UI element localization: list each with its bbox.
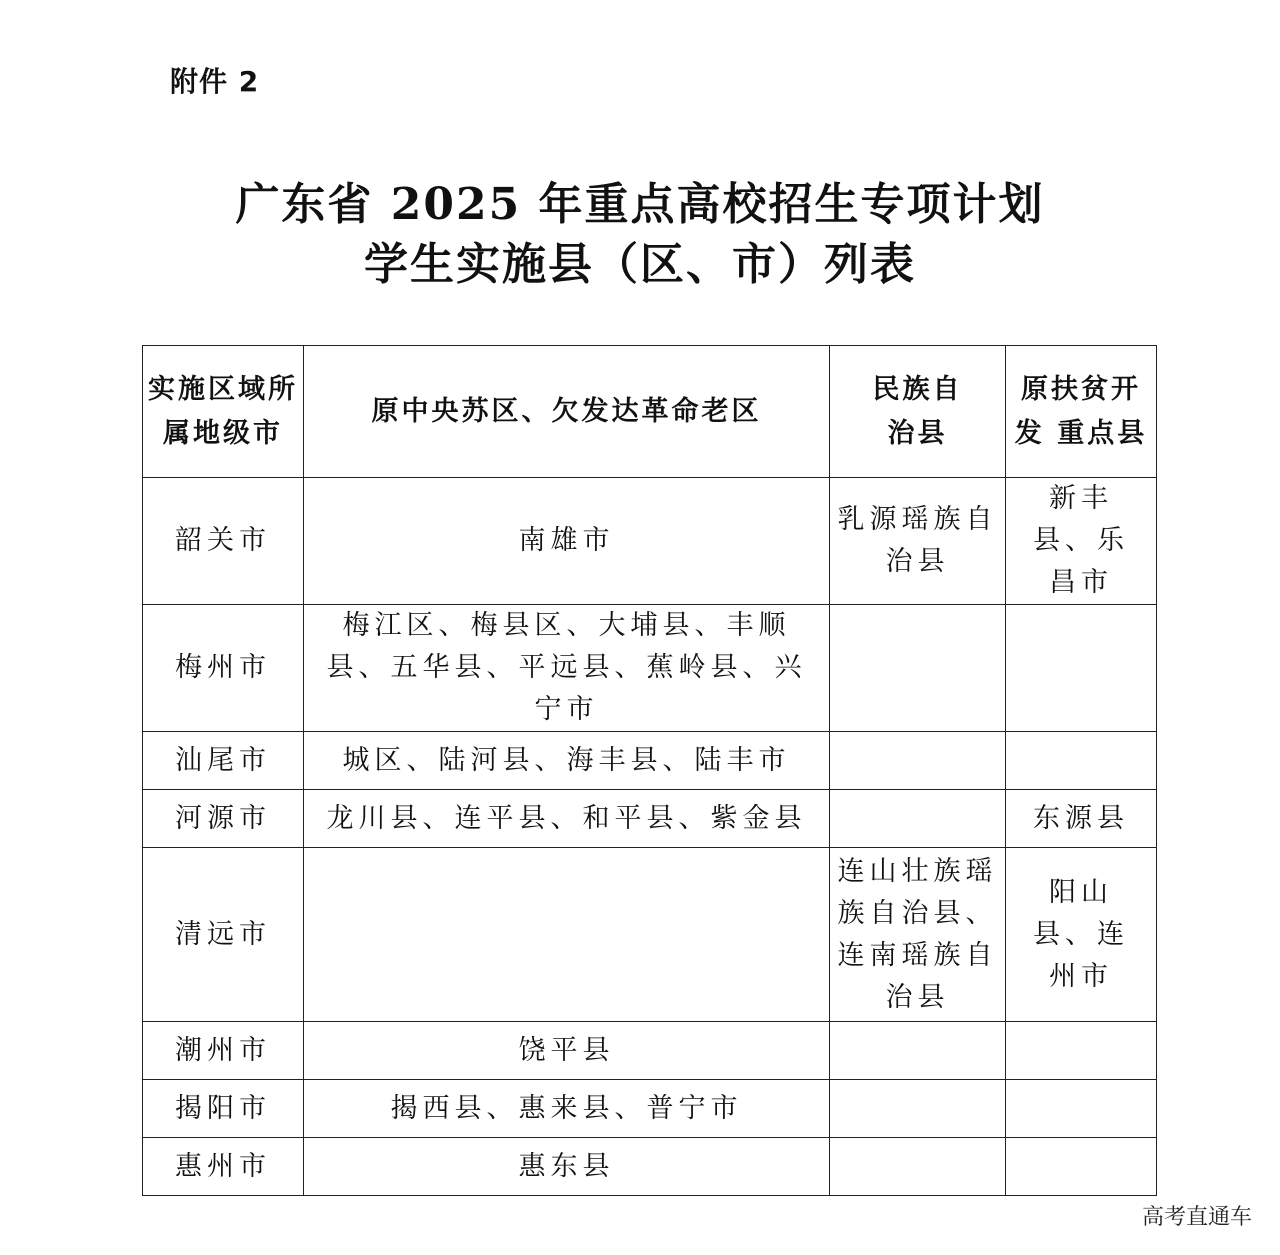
table-row	[143, 790, 1157, 848]
cell-poverty	[1006, 732, 1157, 790]
table-row	[143, 1080, 1157, 1138]
cell-ethnic: 连山壮族瑶族自治县、连南瑶族自治县	[830, 848, 1006, 1022]
cell-old-revolutionary: 南雄市	[304, 478, 830, 605]
table-row	[143, 848, 1157, 1022]
cell-poverty	[1006, 1138, 1157, 1196]
table-row	[143, 1138, 1157, 1196]
cell-ethnic	[830, 790, 1006, 848]
source-watermark: 高考直通车	[1141, 1205, 1252, 1230]
cell-ethnic	[830, 1022, 1006, 1080]
cell-ethnic	[830, 1138, 1006, 1196]
cell-old-revolutionary: 惠东县	[304, 1138, 830, 1196]
table-header-row	[143, 346, 1157, 478]
cell-city: 梅州市	[143, 605, 304, 732]
cell-old-revolutionary: 龙川县、连平县、和平县、紫金县	[304, 790, 830, 848]
table-row	[143, 605, 1157, 732]
table-row	[143, 732, 1157, 790]
cell-old-revolutionary: 城区、陆河县、海丰县、陆丰市	[304, 732, 830, 790]
cell-ethnic	[830, 732, 1006, 790]
cell-old-revolutionary: 梅江区、梅县区、大埔县、丰顺县、五华县、平远县、蕉岭县、兴宁市	[304, 605, 830, 732]
header-ethnic-autonomous: 民族自治县	[830, 346, 1006, 478]
cell-ethnic: 乳源瑶族自治县	[830, 478, 1006, 605]
cell-ethnic	[830, 605, 1006, 732]
attachment-label: 附件 2	[170, 65, 260, 98]
document-title-line-2: 学生实施县（区、市）列表	[364, 239, 916, 290]
cell-old-revolutionary	[304, 848, 830, 1022]
cell-poverty: 阳山县、连州市	[1006, 848, 1157, 1022]
cell-city: 惠州市	[143, 1138, 304, 1196]
header-city: 实施区域所属地级市	[143, 346, 304, 478]
cell-poverty	[1006, 1080, 1157, 1138]
document-title-line-1: 广东省 2025 年重点高校招生专项计划	[235, 179, 1045, 230]
cell-poverty	[1006, 1022, 1157, 1080]
table-row	[143, 478, 1157, 605]
cell-city: 汕尾市	[143, 732, 304, 790]
cell-city: 河源市	[143, 790, 304, 848]
cell-city: 清远市	[143, 848, 304, 1022]
cell-city: 揭阳市	[143, 1080, 304, 1138]
header-poverty-key-county: 原扶贫开发 重点县	[1006, 346, 1157, 478]
cell-city: 韶关市	[143, 478, 304, 605]
cell-old-revolutionary: 饶平县	[304, 1022, 830, 1080]
cell-city: 潮州市	[143, 1022, 304, 1080]
cell-poverty	[1006, 605, 1157, 732]
table-row	[143, 1022, 1157, 1080]
cell-ethnic	[830, 1080, 1006, 1138]
cell-old-revolutionary: 揭西县、惠来县、普宁市	[304, 1080, 830, 1138]
implementation-county-table	[142, 345, 1157, 1196]
cell-poverty: 新丰县、乐昌市	[1006, 478, 1157, 605]
cell-poverty: 东源县	[1006, 790, 1157, 848]
header-old-revolutionary: 原中央苏区、欠发达革命老区	[304, 346, 830, 478]
